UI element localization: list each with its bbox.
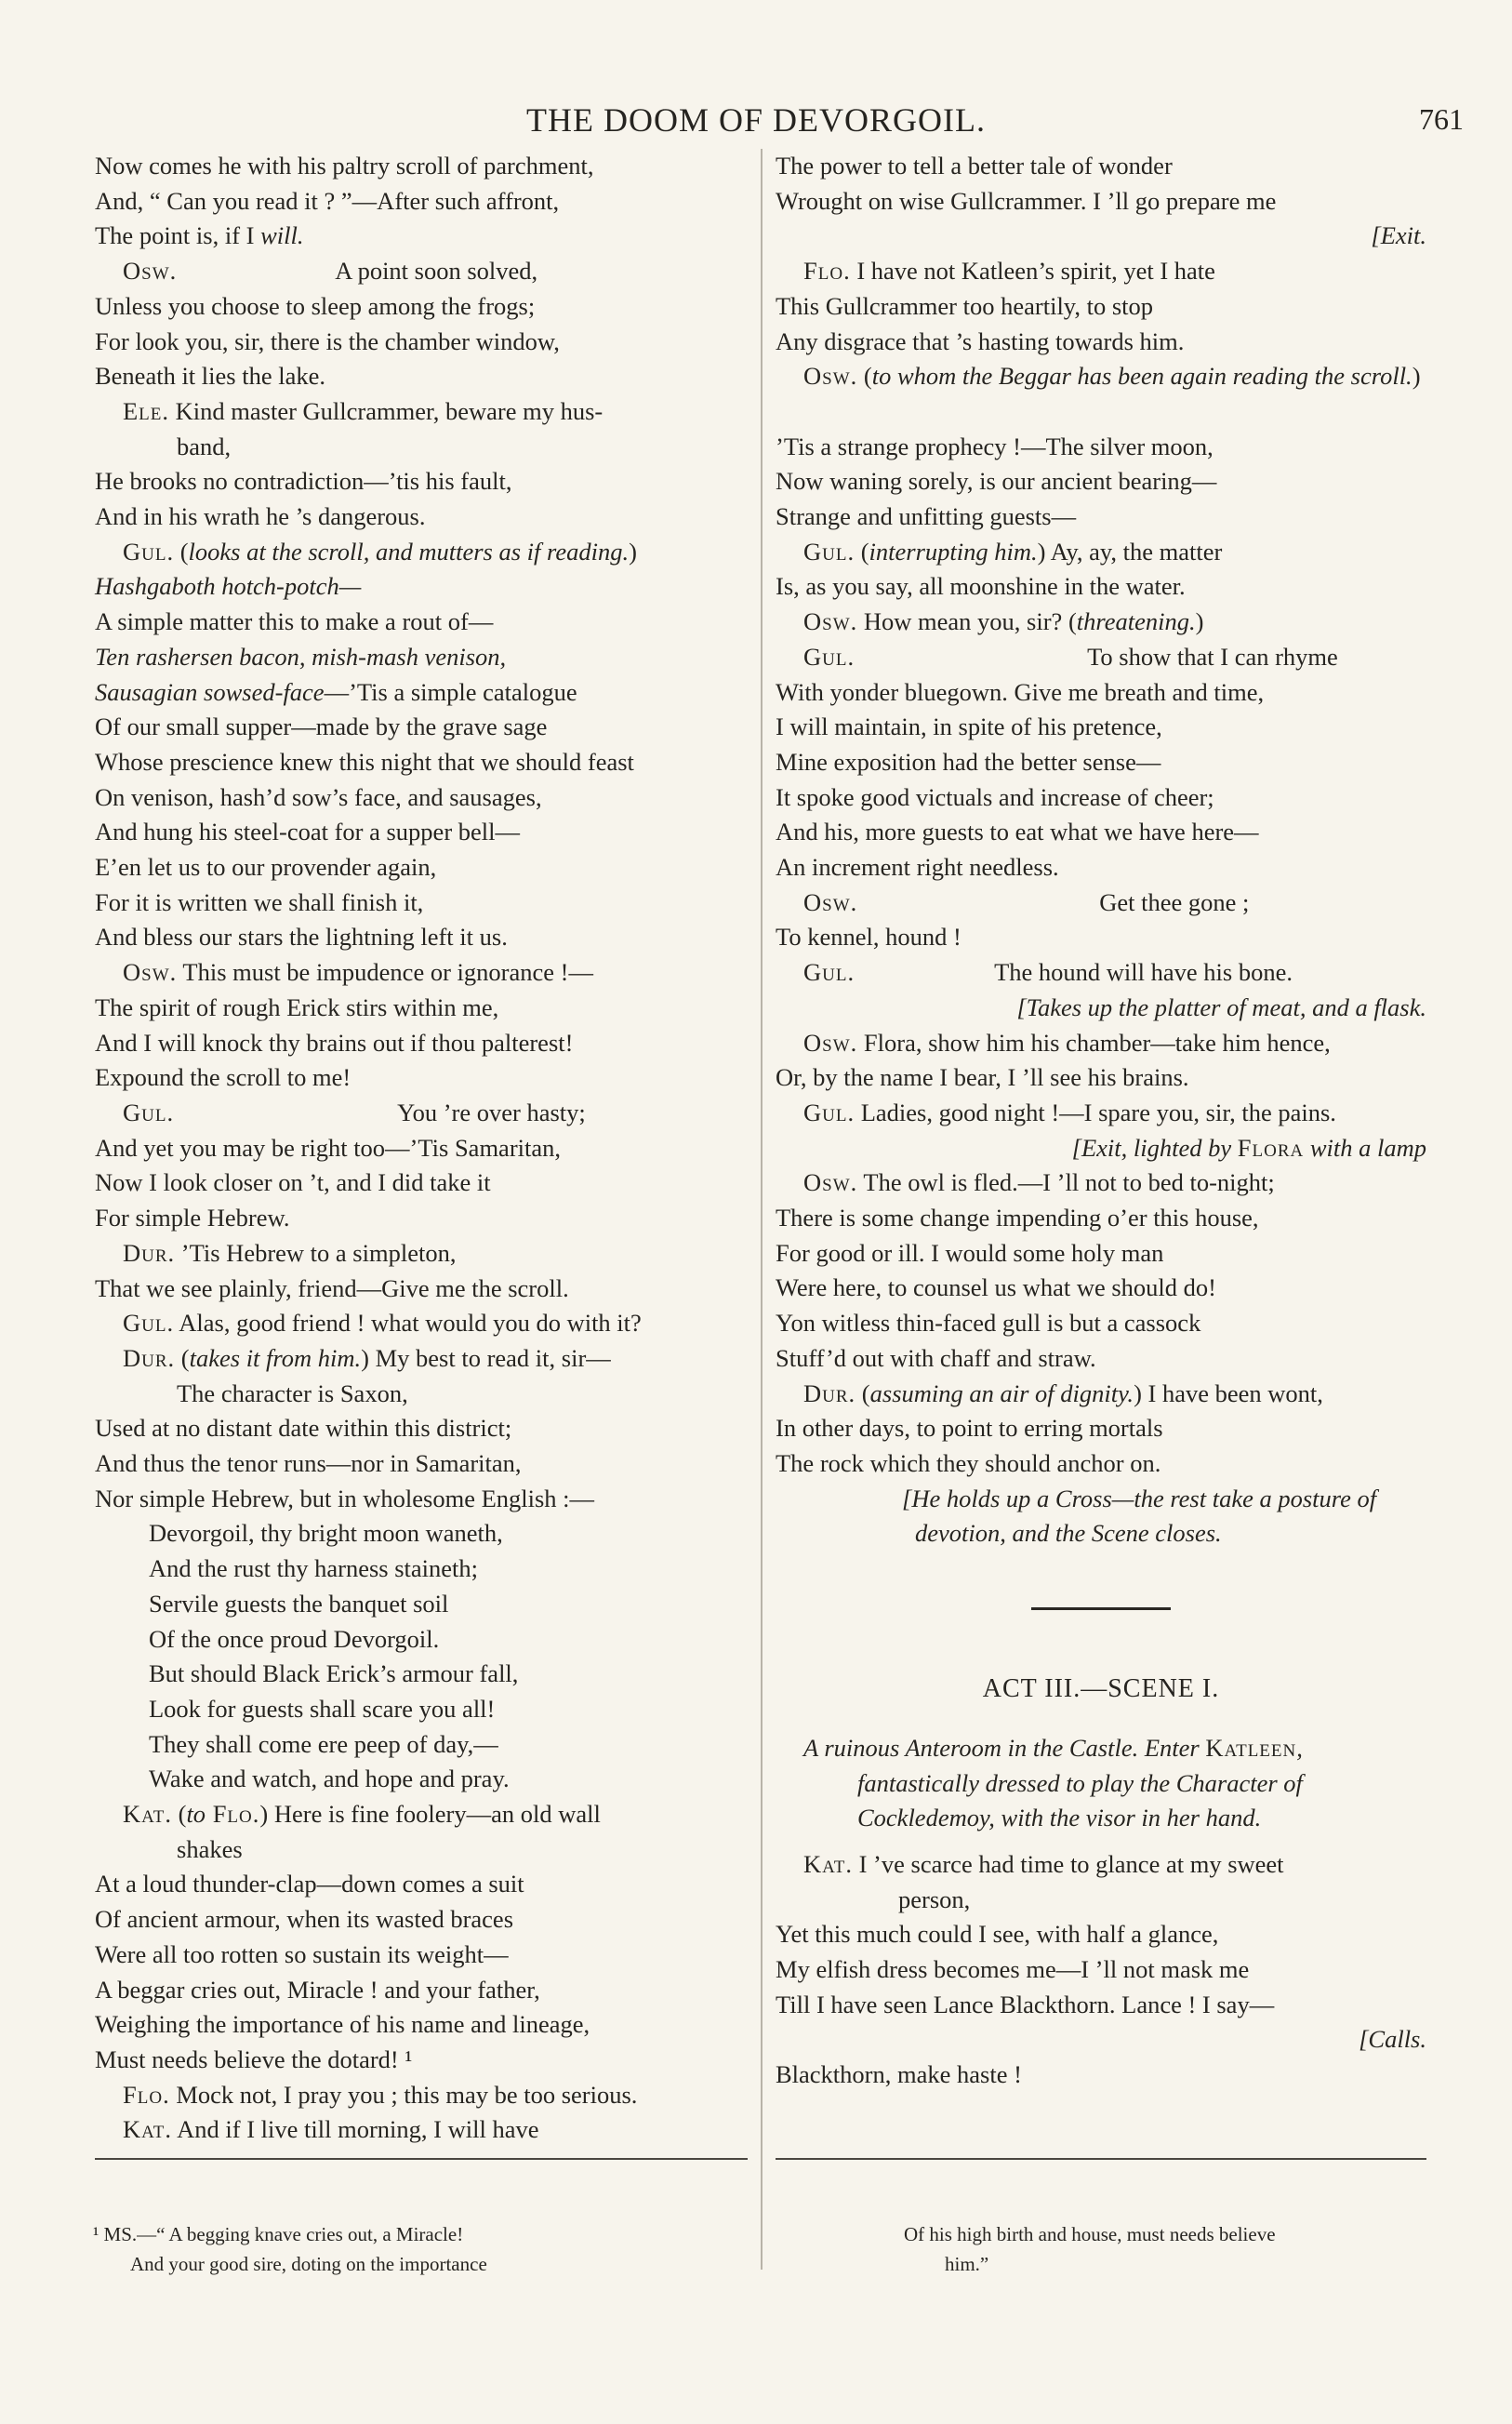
verse-line: I will maintain, in spite of his pretence, xyxy=(776,713,1162,741)
verse-line: An increment right needless. xyxy=(776,853,1059,882)
stage-direction: [Exit. xyxy=(1371,221,1426,250)
verse-line: Whose prescience knew this night that we should feast xyxy=(95,747,634,776)
verse-line: Blackthorn, make haste ! xyxy=(776,2060,1022,2089)
verse-line: And hung his steel-coat for a supper bell— xyxy=(95,818,521,846)
speaker-name: Osw. xyxy=(803,1168,858,1197)
speaker-name: Osw. xyxy=(803,1028,858,1057)
page-header xyxy=(0,100,1512,141)
speaker-name: Flo. xyxy=(123,2080,170,2109)
speech-line: Gul. You ’re over hasty; xyxy=(123,1098,586,1126)
speaker-name: Gul. xyxy=(123,1309,175,1338)
verse-line: Unless you choose to sleep among the frogs; xyxy=(95,291,536,320)
verse-line: Mine exposition had the better sense— xyxy=(776,747,1161,776)
speaker-name: Dur. xyxy=(123,1343,176,1372)
stage-direction: [Takes up the platter of meat, and a flask. xyxy=(1016,992,1426,1021)
verse-line: Now waning sorely, is our ancient bearing— xyxy=(776,467,1217,496)
speaker-name: Ele. xyxy=(123,396,170,425)
verse-line: There is some change impending o’er this house, xyxy=(776,1204,1259,1232)
verse-line: The point is, if I will. xyxy=(95,221,304,250)
verse-line: And bless our stars the lightning left it us. xyxy=(95,923,508,952)
speaker-name: Osw. xyxy=(123,958,178,987)
verse-line: This Gullcrammer too heartily, to stop xyxy=(776,291,1154,320)
verse-line: And I will knock thy brains out if thou palterest! xyxy=(95,1028,574,1057)
speech-line: Gul. The hound will have his bone. xyxy=(803,958,1293,987)
verse-line: For good or ill. I would some holy man xyxy=(776,1238,1164,1267)
verse-line: The spirit of rough Erick stirs within me, xyxy=(95,992,499,1021)
speaker-name: Flo. xyxy=(803,257,851,286)
verse-line: For look you, sir, there is the chamber window, xyxy=(95,326,560,355)
verse-line: Till I have seen Lance Blackthorn. Lance ! I say— xyxy=(776,1990,1275,2018)
verse-line: Yet this much could I see, with half a glance, xyxy=(776,1920,1219,1949)
prophecy-line: And the rust thy harness staineth; xyxy=(149,1554,479,1583)
verse-line: A beggar cries out, Miracle ! and your father, xyxy=(95,1975,540,2004)
footnote-line: Of his high birth and house, must needs believe xyxy=(904,2223,1276,2245)
verse-line: It spoke good victuals and increase of cheer; xyxy=(776,782,1214,811)
verse-line: On venison, hash’d sow’s face, and sausages, xyxy=(95,782,542,811)
speaker-name: Gul. xyxy=(803,642,855,671)
verse-line: And thus the tenor runs—nor in Samaritan, xyxy=(95,1449,522,1478)
prophecy-line: But should Black Erick’s armour fall, xyxy=(149,1659,519,1688)
verse-line: For it is written we shall finish it, xyxy=(95,887,424,916)
speaker-name: Dur. xyxy=(803,1378,856,1407)
speech-line: Osw. (to whom the Beggar has been again reading the scroll.) xyxy=(803,362,1421,391)
column-divider xyxy=(761,149,763,2270)
speech-line: Gul. To show that I can rhyme xyxy=(803,642,1338,671)
verse-line: The power to tell a better tale of wonder xyxy=(776,152,1173,180)
prophecy-line: Servile guests the banquet soil xyxy=(149,1589,449,1618)
speech-line: Osw. This must be impudence or ignorance !— xyxy=(123,958,593,987)
verse-line: My elfish dress becomes me—I ’ll not mask me xyxy=(776,1954,1250,1983)
speech-line: Dur. ’Tis Hebrew to a simpleton, xyxy=(123,1238,457,1267)
verse-line: Used at no distant date within this district; xyxy=(95,1414,512,1443)
verse-line: And yet you may be right too—’Tis Samaritan, xyxy=(95,1133,562,1162)
verse-line: The character is Saxon, xyxy=(177,1378,408,1407)
speech-line: Gul. (looks at the scroll, and mutters as if reading.) xyxy=(123,537,637,566)
verse-line: Now comes he with his paltry scroll of parchment, xyxy=(95,152,594,180)
verse-line: In other days, to point to erring mortals xyxy=(776,1414,1163,1443)
verse-line: band, xyxy=(177,432,232,460)
verse-line: A simple matter this to make a rout of— xyxy=(95,607,494,636)
verse-line: Were here, to counsel us what we should do! xyxy=(776,1273,1216,1302)
verse-line: Is, as you say, all moonshine in the water. xyxy=(776,572,1186,601)
speaker-name: Osw. xyxy=(123,257,178,286)
verse-line: For simple Hebrew. xyxy=(95,1204,290,1232)
speaker-name: Gul. xyxy=(803,958,855,987)
prophecy-line: Devorgoil, thy bright moon waneth, xyxy=(149,1519,503,1548)
stage-direction: to whom the Beggar has been again reading the scroll. xyxy=(871,362,1413,391)
speaker-name: Osw. xyxy=(803,607,858,636)
footnote-line: him.” xyxy=(945,2253,989,2275)
speaker-name: Gul. xyxy=(803,1098,855,1126)
prophecy-line: Look for guests shall scare you all! xyxy=(149,1694,496,1723)
verse-line: shakes xyxy=(177,1834,243,1863)
footnote-rule xyxy=(776,2158,1426,2160)
page-number: 761 xyxy=(1419,102,1464,136)
verse-line: Weighing the importance of his name and lineage, xyxy=(95,2010,590,2039)
speech-line: Osw. A point soon solved, xyxy=(123,257,538,286)
verse-line: He brooks no contradiction—’tis his fault, xyxy=(95,467,512,496)
verse-line: Ten rashersen bacon, mish-mash venison, xyxy=(95,642,507,671)
prophecy-line: Of the once proud Devorgoil. xyxy=(149,1624,440,1653)
verse-line: Or, by the name I bear, I ’ll see his brains. xyxy=(776,1063,1189,1092)
speaker-name: Kat. xyxy=(803,1849,853,1878)
speech-line: Osw. The owl is fled.—I ’ll not to bed to-night; xyxy=(803,1168,1275,1197)
footnote-continued xyxy=(904,2219,1425,2279)
speaker-name: Dur. xyxy=(123,1238,176,1267)
verse-line: To kennel, hound ! xyxy=(776,923,962,952)
verse-line: The rock which they should anchor on. xyxy=(776,1449,1161,1477)
scene-description: A ruinous Anteroom in the Castle. Enter Katleen, fantastically dressed to play the Character of Cockledemoy, with the visor in her hand. xyxy=(803,1733,1303,1832)
verse-line: Any disgrace that ’s hasting towards him. xyxy=(776,326,1185,355)
stage-direction: [He holds up a Cross—the rest take a posture of devotion, and the Scene closes. xyxy=(902,1484,1377,1548)
verse-line: person, xyxy=(898,1885,971,1913)
speech-line: Flo. I have not Katleen’s spirit, yet I hate xyxy=(803,257,1215,286)
verse-line: Of our small supper—made by the grave sage xyxy=(95,713,548,741)
speaker-name: Osw. xyxy=(803,887,858,916)
stage-direction: looks at the scroll, and mutters as if reading. xyxy=(188,537,630,566)
prophecy-line: They shall come ere peep of day,— xyxy=(149,1729,498,1758)
speaker-name: Gul. xyxy=(803,537,855,566)
stage-direction: interrupting him. xyxy=(869,537,1038,566)
verse-line: Sausagian sowsed-face—’Tis a simple catalogue xyxy=(95,677,577,706)
verse-line: And his, more guests to eat what we have here— xyxy=(776,818,1259,846)
stage-direction: [Calls. xyxy=(1359,2025,1426,2054)
verse-line: And, “ Can you read it ? ”—After such affront, xyxy=(95,186,560,215)
speech-line: Osw. Flora, show him his chamber—take him hence, xyxy=(803,1028,1331,1057)
verse-line: That we see plainly, friend—Give me the scroll. xyxy=(95,1273,569,1302)
verse-line: Expound the scroll to me! xyxy=(95,1063,351,1092)
verse-line: Nor simple Hebrew, but in wholesome English :— xyxy=(95,1484,595,1512)
speaker-name: Kat. xyxy=(123,2115,172,2144)
speech-line: Dur. (assuming an air of dignity.) I have been wont, xyxy=(803,1378,1323,1407)
stage-direction: assuming an air of dignity. xyxy=(869,1378,1134,1407)
speaker-name: Osw. xyxy=(803,362,858,391)
speaker-name: Gul. xyxy=(123,537,175,566)
speech-line: Kat. (to Flo.) Here is fine foolery—an old wall xyxy=(123,1800,601,1829)
verse-line: Beneath it lies the lake. xyxy=(95,362,325,391)
verse-line: With yonder bluegown. Give me breath and time, xyxy=(776,677,1265,706)
speech-line: Gul. Ladies, good night !—I spare you, sir, the pains. xyxy=(803,1098,1336,1126)
speech-line: Osw. How mean you, sir? (threatening.) xyxy=(803,607,1204,636)
verse-line: E’en let us to our provender again, xyxy=(95,853,437,882)
verse-line: Yon witless thin-faced gull is but a cassock xyxy=(776,1309,1201,1338)
verse-line: Hashgaboth hotch-potch— xyxy=(95,572,362,601)
footnote-line: And your good sire, doting on the importance xyxy=(130,2253,487,2275)
speaker-name: Kat. xyxy=(123,1800,172,1829)
right-column xyxy=(776,149,1426,2093)
verse-line: Stuff’d out with chaff and straw. xyxy=(776,1343,1096,1372)
speech-line: Ele. Kind master Gullcrammer, beware my hus- xyxy=(123,396,603,425)
footnote-line: ¹ MS.—“ A begging knave cries out, a Miracle! xyxy=(93,2223,464,2245)
stage-direction: [Exit, lighted by Flora with a lamp xyxy=(1071,1133,1426,1162)
footnote-rule xyxy=(95,2158,748,2160)
verse-line: And in his wrath he ’s dangerous. xyxy=(95,502,426,531)
running-title: THE DOOM OF DEVORGOIL. xyxy=(526,101,986,139)
speech-line: Osw. Get thee gone ; xyxy=(803,887,1250,916)
verse-line: ’Tis a strange prophecy !—The silver moon, xyxy=(776,432,1214,460)
verse-line: Now I look closer on ’t, and I did take it xyxy=(95,1168,491,1197)
verse-line: Strange and unfitting guests— xyxy=(776,502,1077,531)
verse-line: Must needs believe the dotard! ¹ xyxy=(95,2044,413,2073)
speech-line: Gul. (interrupting him.) Ay, ay, the matter xyxy=(803,537,1223,566)
verse-line: Of ancient armour, when its wasted braces xyxy=(95,1905,514,1934)
act-heading: ACT III.—SCENE I. xyxy=(982,1674,1220,1704)
footnote xyxy=(93,2219,744,2279)
stage-direction: takes it from him. xyxy=(189,1343,362,1372)
speaker-name: Gul. xyxy=(123,1098,175,1126)
speech-line: Dur. (takes it from him.) My best to read it, sir— xyxy=(123,1343,611,1372)
verse-line: Were all too rotten so sustain its weight— xyxy=(95,1939,509,1968)
verse-line: At a loud thunder-clap—down comes a suit xyxy=(95,1870,524,1898)
speech-line: Kat. And if I live till morning, I will have xyxy=(123,2115,539,2144)
verse-line: Wrought on wise Gullcrammer. I ’ll go prepare me xyxy=(776,186,1277,215)
speech-line: Kat. I ’ve scarce had time to glance at my sweet xyxy=(803,1849,1284,1878)
prophecy-line: Wake and watch, and hope and pray. xyxy=(149,1765,510,1793)
left-column xyxy=(95,149,763,2148)
speech-line: Gul. Alas, good friend ! what would you do with it? xyxy=(123,1309,642,1338)
speech-line: Flo. Mock not, I pray you ; this may be too serious. xyxy=(123,2080,638,2109)
